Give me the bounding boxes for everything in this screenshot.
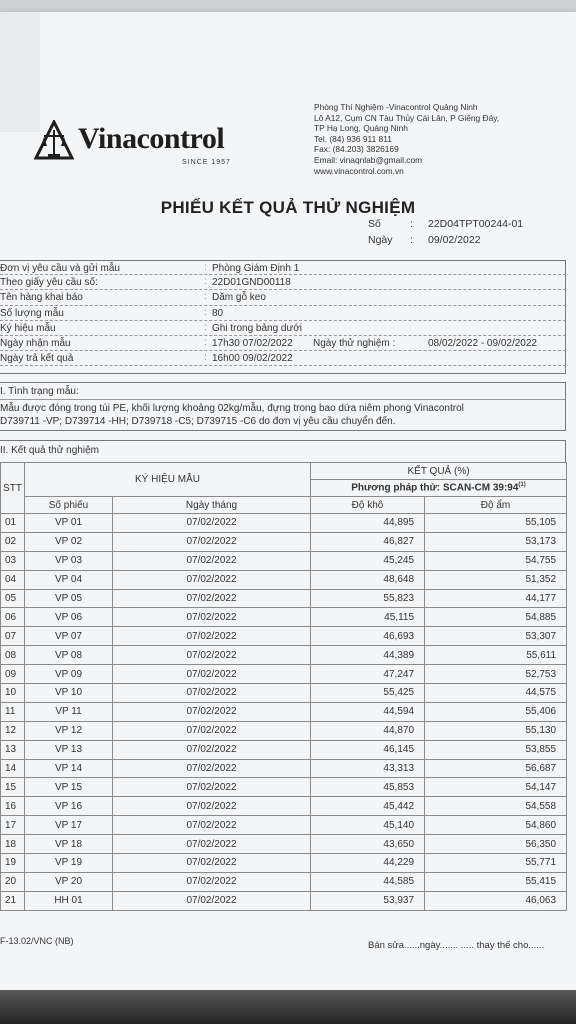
row-sophieu: VP 07 — [25, 627, 113, 646]
table-row — [1, 551, 567, 570]
row-ngay: 07/02/2022 — [113, 740, 311, 759]
col-sophieu: Số phiếu — [25, 497, 113, 514]
row-sophieu: VP 04 — [25, 570, 113, 589]
so-value: 22D04TPT00244-01 — [428, 218, 524, 230]
test-date-label: Ngày thử nghiệm : — [313, 337, 396, 349]
contact-line: Fax: (84.203) 3826169 — [314, 144, 399, 155]
row-doam: 54,147 — [425, 778, 567, 797]
info-row: Ngày trả kết quả : 16h00 09/02/2022 — [0, 351, 566, 366]
table-row — [1, 514, 567, 533]
row-ngay: 07/02/2022 — [113, 835, 311, 854]
table-row — [1, 646, 567, 665]
row-dokho: 46,145 — [311, 740, 425, 759]
row-stt: 13 — [1, 740, 25, 759]
info-table — [0, 260, 566, 366]
section-heading: I. Tình trạng mẫu: — [0, 383, 565, 400]
row-dokho: 55,823 — [311, 589, 425, 608]
row-stt: 12 — [1, 721, 25, 740]
row-stt: 14 — [1, 759, 25, 778]
results-header-row — [1, 497, 567, 514]
sample-condition-line: D739711 -VP; D739714 -HH; D739718 -C5; D739715 -C6 do đơn vị yêu cầu chuyển đến. — [0, 416, 396, 427]
col-ketqua: KẾT QUẢ (%) — [311, 463, 567, 480]
table-row — [1, 608, 567, 627]
row-stt: 11 — [1, 702, 25, 721]
row-ngay: 07/02/2022 — [113, 872, 311, 891]
row-sophieu: VP 10 — [25, 684, 113, 703]
row-sophieu: VP 06 — [25, 608, 113, 627]
row-stt: 02 — [1, 532, 25, 551]
row-stt: 05 — [1, 589, 25, 608]
document-number-row: Số : 22D04TPT00244-01 — [368, 218, 524, 230]
table-row — [1, 797, 567, 816]
table-row — [1, 835, 567, 854]
row-dokho: 55,425 — [311, 684, 425, 703]
row-ngay: 07/02/2022 — [113, 551, 311, 570]
row-dokho: 44,594 — [311, 702, 425, 721]
row-stt: 09 — [1, 665, 25, 684]
vinacontrol-logo — [34, 120, 244, 172]
sample-condition-section — [0, 382, 566, 431]
info-value: Dăm gỗ keo — [212, 292, 266, 304]
table-row — [1, 702, 567, 721]
row-doam: 53,855 — [425, 740, 567, 759]
table-row — [1, 721, 567, 740]
row-sophieu: VP 17 — [25, 816, 113, 835]
row-doam: 55,105 — [425, 514, 567, 533]
row-dokho: 45,245 — [311, 551, 425, 570]
table-row — [1, 684, 567, 703]
row-doam: 55,130 — [425, 721, 567, 740]
row-stt: 07 — [1, 627, 25, 646]
row-dokho: 46,827 — [311, 532, 425, 551]
info-value: 22D01GND00118 — [212, 277, 291, 289]
row-ngay: 07/02/2022 — [113, 646, 311, 665]
row-dokho: 45,442 — [311, 797, 425, 816]
row-dokho: 45,140 — [311, 816, 425, 835]
row-doam: 56,687 — [425, 759, 567, 778]
results-section — [0, 440, 566, 462]
row-doam: 55,771 — [425, 854, 567, 873]
document-date-row: Ngày : 09/02/2022 — [368, 234, 481, 246]
row-sophieu: VP 01 — [25, 514, 113, 533]
row-ngay: 07/02/2022 — [113, 570, 311, 589]
method-text: Phương pháp thử: SCAN-CM 39:94 — [351, 482, 519, 494]
row-ngay: 07/02/2022 — [113, 532, 311, 551]
row-ngay: 07/02/2022 — [113, 797, 311, 816]
table-row — [1, 816, 567, 835]
info-row: Tên hàng khai báo : Dăm gỗ keo — [0, 290, 566, 305]
row-ngay: 07/02/2022 — [113, 608, 311, 627]
row-dokho: 45,853 — [311, 778, 425, 797]
table-row — [1, 872, 567, 891]
table-row — [1, 532, 567, 551]
row-doam: 52,753 — [425, 665, 567, 684]
info-value: Phòng Giám Định 1 — [212, 263, 300, 274]
row-ngay: 07/02/2022 — [113, 721, 311, 740]
sample-condition-text — [0, 400, 565, 430]
row-stt: 04 — [1, 570, 25, 589]
info-value: Ghi trong bảng dưới — [212, 322, 302, 334]
row-ngay: 07/02/2022 — [113, 702, 311, 721]
row-dokho: 44,585 — [311, 872, 425, 891]
row-stt: 20 — [1, 872, 25, 891]
row-sophieu: VP 12 — [25, 721, 113, 740]
row-stt: 01 — [1, 514, 25, 533]
row-doam: 55,611 — [425, 646, 567, 665]
info-value: 17h30 07/02/2022 — [212, 337, 293, 349]
info-row: Theo giấy yêu cầu số: : 22D01GND00118 — [0, 275, 566, 290]
row-dokho: 43,650 — [311, 835, 425, 854]
info-row: Số lượng mẫu : 80 — [0, 306, 566, 321]
row-sophieu: HH 01 — [25, 891, 113, 910]
row-sophieu: VP 15 — [25, 778, 113, 797]
table-row — [1, 778, 567, 797]
test-date-value: 08/02/2022 - 09/02/2022 — [428, 337, 537, 349]
table-row — [1, 854, 567, 873]
row-ngay: 07/02/2022 — [113, 778, 311, 797]
row-dokho: 44,389 — [311, 646, 425, 665]
row-doam: 53,307 — [425, 627, 567, 646]
table-row — [1, 665, 567, 684]
results-body — [1, 514, 567, 911]
info-row: Đơn vị yêu cầu và gửi mẫu : Phòng Giám Định 1 — [0, 260, 566, 275]
row-ngay: 07/02/2022 — [113, 665, 311, 684]
ngay-value: 09/02/2022 — [428, 234, 481, 246]
row-ngay: 07/02/2022 — [113, 759, 311, 778]
row-sophieu: VP 02 — [25, 532, 113, 551]
row-stt: 17 — [1, 816, 25, 835]
contact-line: Lô A12, Cụm CN Tàu Thủy Cái Lân, P Giếng Đáy, — [314, 112, 500, 123]
row-stt: 21 — [1, 891, 25, 910]
row-doam: 54,885 — [425, 608, 567, 627]
row-ngay: 07/02/2022 — [113, 891, 311, 910]
contact-line: Tel. (84) 936 911 811 — [314, 133, 392, 144]
row-sophieu: VP 19 — [25, 854, 113, 873]
contact-line: Email: vinaqnlab@gmail.com — [314, 154, 423, 165]
info-key: Tên hàng khai báo — [0, 292, 83, 304]
row-dokho: 48,648 — [311, 570, 425, 589]
contact-line: www.vinacontrol.com.vn — [314, 165, 404, 176]
method-footnote: (1) — [518, 482, 526, 489]
row-stt: 06 — [1, 608, 25, 627]
test-result-sheet — [0, 12, 576, 992]
row-ngay: 07/02/2022 — [113, 627, 311, 646]
form-code: F-13.02/VNC (NB) — [0, 936, 74, 946]
contact-line: TP Hạ Long, Quảng Ninh — [314, 123, 408, 134]
company-since: SINCE 1957 — [182, 159, 231, 166]
col-stt: STT — [1, 463, 25, 514]
revision-note: Bản sửa......ngày....... ..... thay thế cho...... — [368, 940, 545, 951]
contact-line: Phòng Thí Nghiệm -Vinacontrol Quảng Ninh — [314, 102, 478, 112]
row-doam: 55,415 — [425, 872, 567, 891]
row-sophieu: VP 16 — [25, 797, 113, 816]
row-doam: 54,755 — [425, 551, 567, 570]
row-sophieu: VP 14 — [25, 759, 113, 778]
ngay-label: Ngày — [368, 234, 393, 246]
row-ngay: 07/02/2022 — [113, 514, 311, 533]
row-ngay: 07/02/2022 — [113, 684, 311, 703]
row-ngay: 07/02/2022 — [113, 816, 311, 835]
row-stt: 08 — [1, 646, 25, 665]
info-key: Số lượng mẫu — [0, 307, 64, 319]
document-title: PHIẾU KẾT QUẢ THỬ NGHIỆM — [160, 198, 416, 217]
row-doam: 44,575 — [425, 684, 567, 703]
row-dokho: 43,313 — [311, 759, 425, 778]
info-key: Ký hiệu mẫu — [0, 322, 56, 334]
table-row — [1, 570, 567, 589]
info-key: Ngày trả kết quả — [0, 353, 74, 365]
row-doam: 56,350 — [425, 835, 567, 854]
row-dokho: 44,870 — [311, 721, 425, 740]
row-stt: 16 — [1, 797, 25, 816]
row-sophieu: VP 09 — [25, 665, 113, 684]
row-sophieu: VP 08 — [25, 646, 113, 665]
row-doam: 46,063 — [425, 891, 567, 910]
row-stt: 10 — [1, 684, 25, 703]
row-sophieu: VP 20 — [25, 872, 113, 891]
col-dokho: Độ khô — [311, 497, 425, 514]
row-dokho: 53,937 — [311, 891, 425, 910]
desk-shadow — [0, 990, 576, 1024]
row-sophieu: VP 18 — [25, 835, 113, 854]
row-dokho: 46,693 — [311, 627, 425, 646]
company-name: Vinacontrol — [78, 122, 225, 155]
sample-condition-line: Mẫu được đóng trong túi PE, khối lượng khoảng 02kg/mẫu, đựng trong bao dứa niêm phong Vinacontrol — [0, 403, 464, 414]
row-doam: 55,406 — [425, 702, 567, 721]
row-dokho: 47,247 — [311, 665, 425, 684]
results-header-row — [1, 463, 567, 480]
lab-contact-block — [314, 102, 574, 176]
info-key: Ngày nhận mẫu — [0, 337, 71, 349]
info-key: Theo giấy yêu cầu số: — [0, 277, 98, 289]
row-sophieu: VP 05 — [25, 589, 113, 608]
underlying-paper-edge — [0, 12, 40, 132]
so-label: Số — [368, 218, 381, 230]
row-doam: 54,860 — [425, 816, 567, 835]
table-row — [1, 891, 567, 910]
row-ngay: 07/02/2022 — [113, 589, 311, 608]
row-dokho: 45,115 — [311, 608, 425, 627]
col-ngay: Ngày tháng — [113, 497, 311, 514]
info-row: Ngày nhận mẫu : 17h30 07/02/2022 Ngày thử nghiệm : 08/02/2022 - 09/02/2022 — [0, 336, 566, 351]
scales-emblem-icon — [34, 120, 74, 162]
row-doam: 54,558 — [425, 797, 567, 816]
row-doam: 44,177 — [425, 589, 567, 608]
row-ngay: 07/02/2022 — [113, 854, 311, 873]
row-stt: 15 — [1, 778, 25, 797]
info-key: Đơn vị yêu cầu và gửi mẫu — [0, 263, 120, 274]
results-table — [0, 462, 567, 911]
info-row: Ký hiệu mẫu : Ghi trong bảng dưới — [0, 321, 566, 336]
row-doam: 51,352 — [425, 570, 567, 589]
row-stt: 03 — [1, 551, 25, 570]
row-stt: 18 — [1, 835, 25, 854]
row-sophieu: VP 03 — [25, 551, 113, 570]
row-doam: 53,173 — [425, 532, 567, 551]
row-dokho: 44,895 — [311, 514, 425, 533]
table-row — [1, 740, 567, 759]
col-method — [311, 480, 567, 497]
row-sophieu: VP 13 — [25, 740, 113, 759]
row-sophieu: VP 11 — [25, 702, 113, 721]
table-row — [1, 627, 567, 646]
col-doam: Độ ẩm — [425, 497, 567, 514]
table-row — [1, 589, 567, 608]
section-heading: II. Kết quả thử nghiệm — [0, 445, 99, 456]
table-row — [1, 759, 567, 778]
info-value: 80 — [212, 307, 224, 319]
row-stt: 19 — [1, 854, 25, 873]
row-dokho: 44,229 — [311, 854, 425, 873]
col-kyhieu: KÝ HIỆU MẪU — [25, 463, 311, 497]
info-value: 16h00 09/02/2022 — [212, 353, 293, 365]
